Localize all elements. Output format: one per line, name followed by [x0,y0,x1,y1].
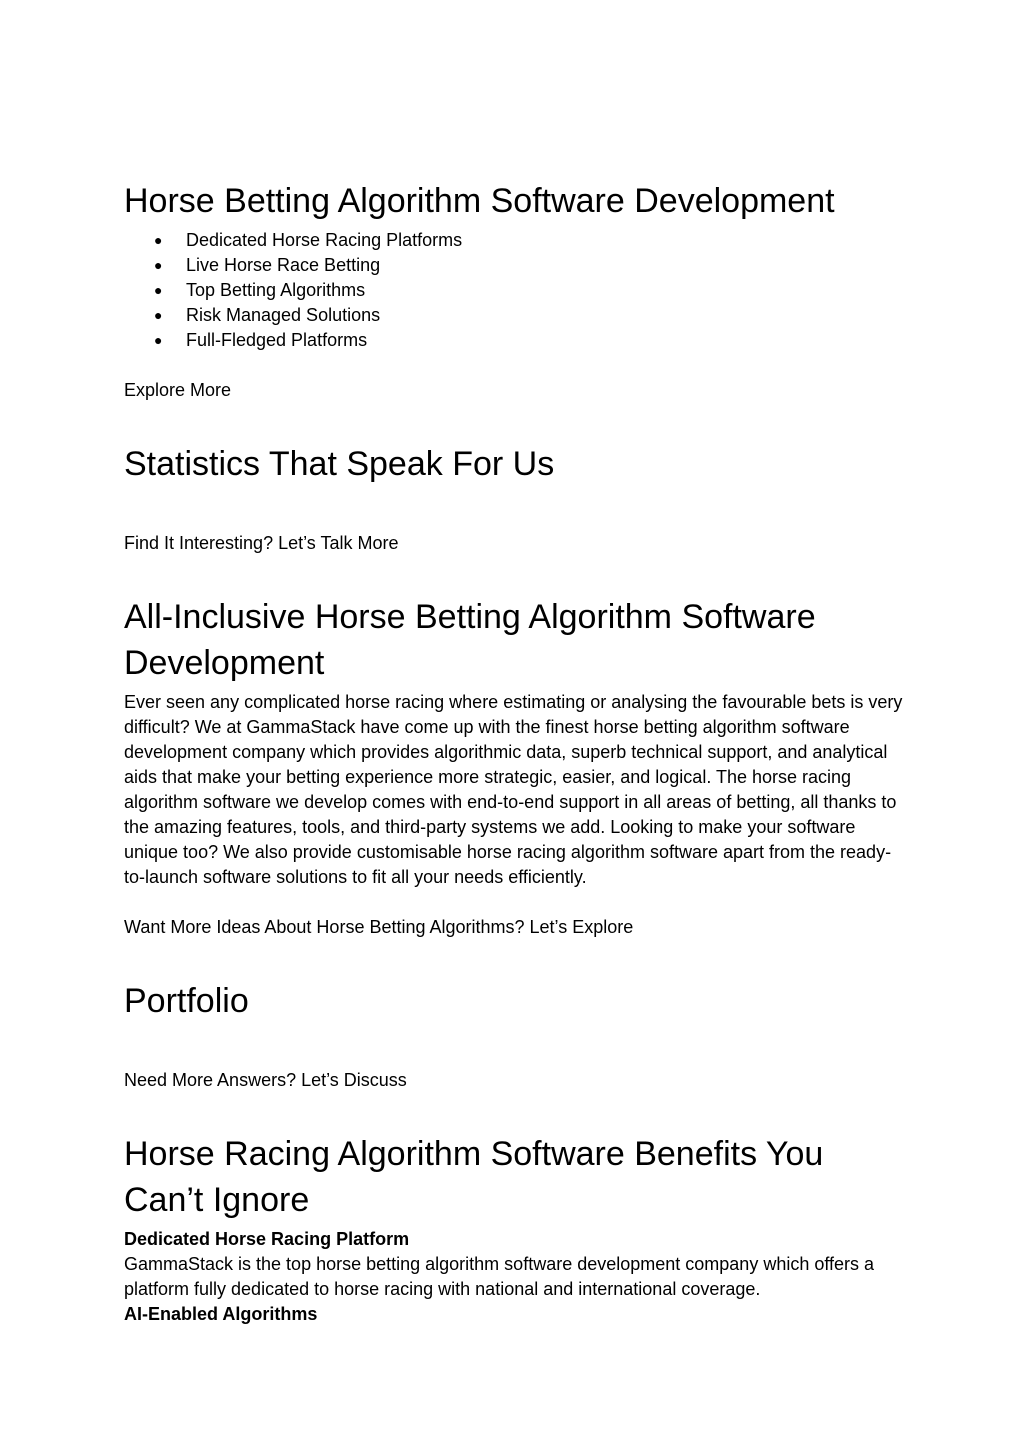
explore-ideas-link[interactable]: Want More Ideas About Horse Betting Algorithms? Let’s Explore [124,917,634,937]
bullet-icon: ● [154,307,163,323]
list-item [124,328,904,353]
discuss-link[interactable]: Need More Answers? Let’s Discuss [124,1070,407,1090]
feature-bullet-list [124,228,904,353]
list-item-label: Live Horse Race Betting [186,255,381,275]
heading-horse-betting-algorithm: Horse Betting Algorithm Software Development [124,182,835,220]
list-item [124,253,904,278]
talk-more-link[interactable]: Find It Interesting? Let’s Talk More [124,533,399,553]
heading-all-inclusive: All-Inclusive Horse Betting Algorithm Software Development [124,598,816,682]
heading-portfolio: Portfolio [124,982,249,1020]
benefit-title: AI-Enabled Algorithms [124,1304,318,1324]
heading-statistics: Statistics That Speak For Us [124,445,555,483]
list-item [124,228,904,253]
list-item-label: Risk Managed Solutions [186,305,381,325]
list-item [124,278,904,303]
document-content [124,178,904,1327]
bullet-icon: ● [154,257,163,273]
bullet-icon: ● [154,232,163,248]
list-item-label: Full-Fledged Platforms [186,330,368,350]
list-item [124,303,904,328]
heading-benefits: Horse Racing Algorithm Software Benefits You Can’t Ignore [124,1135,824,1219]
explore-more-link[interactable]: Explore More [124,380,232,400]
benefit-description: GammaStack is the top horse betting algorithm software development company which offers a platform fully dedicated to horse racing with national and international coverage. [124,1254,875,1299]
benefit-title: Dedicated Horse Racing Platform [124,1229,410,1249]
list-item-label: Top Betting Algorithms [186,280,366,300]
bullet-icon: ● [154,332,163,348]
intro-paragraph: Ever seen any complicated horse racing where estimating or analysing the favourable bets is very difficult? We at GammaStack have come up with the finest horse betting algorithm software development company which provides algorithmic data, superb technical support, and analytical aids that make your betting experience more strategic, easier, and logical. The horse racing algorithm software we develop comes with end-to-end support in all areas of betting, all thanks to the amazing features, tools, and third-party systems we add. Looking to make your software unique too? We also provide customisable horse racing algorithm software apart from the ready-to-launch software solutions to fit all your needs efficiently. [124,692,903,887]
list-item-label: Dedicated Horse Racing Platforms [186,230,463,250]
bullet-icon: ● [154,282,163,298]
